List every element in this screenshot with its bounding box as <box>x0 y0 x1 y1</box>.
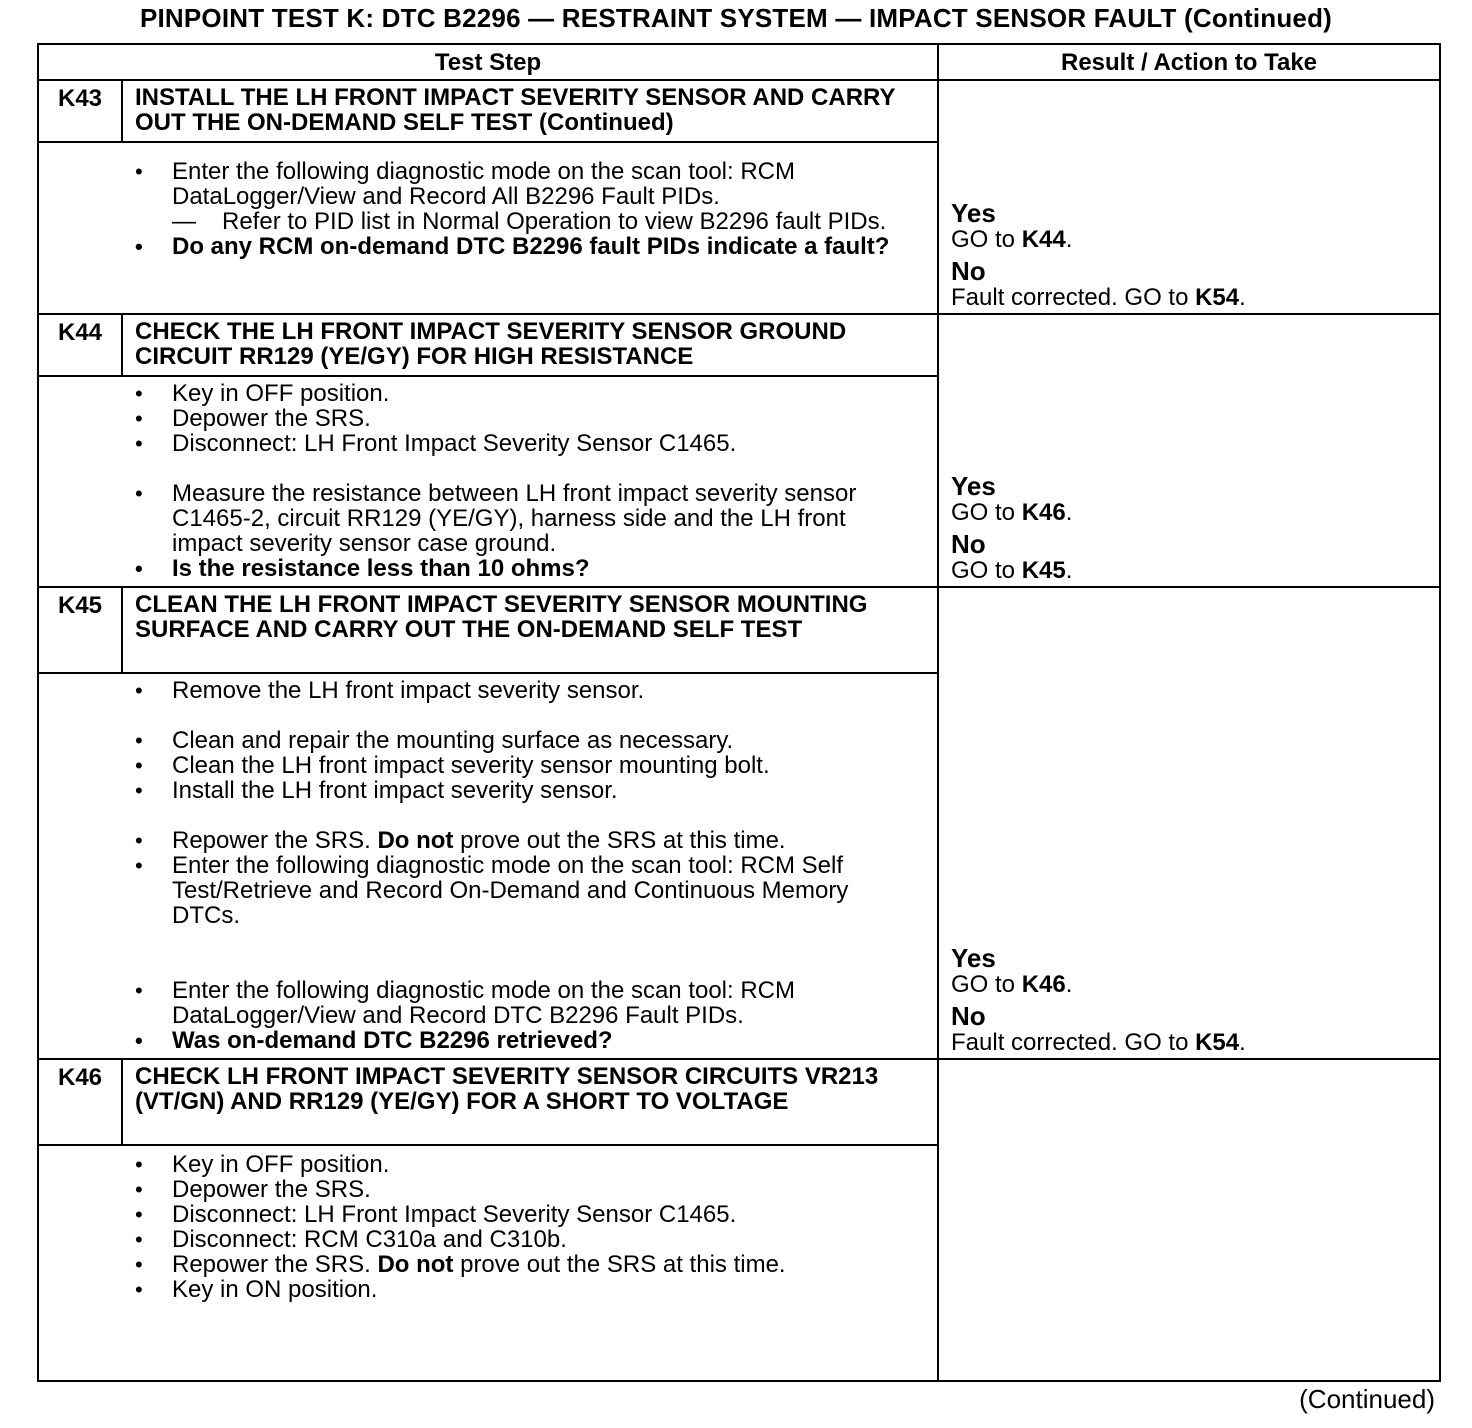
list-item: • Key in ON position. <box>135 1277 907 1302</box>
step-heading: CHECK THE LH FRONT IMPACT SEVERITY SENSOR GROUND CIRCUIT RR129 (YE/GY) FOR HIGH RESISTANCE <box>122 314 938 376</box>
step-result <box>938 587 1440 1059</box>
yes-label: Yes <box>951 943 996 973</box>
step-link-k54[interactable]: K54 <box>1195 284 1240 311</box>
sub-list-item: — Refer to PID list in Normal Operation to view B2296 fault PIDs. <box>172 209 907 234</box>
list-item: • Install the LH front impact severity sensor. <box>135 778 907 803</box>
step-number: K43 <box>38 80 122 142</box>
step-result <box>938 314 1440 587</box>
list-item: • Key in OFF position. <box>135 1152 907 1177</box>
page-title: PINPOINT TEST K: DTC B2296 — RESTRAINT SYSTEM — IMPACT SENSOR FAULT (Continued) <box>139 3 1333 33</box>
yes-action: GO to K44. <box>951 226 1073 253</box>
step-question: • Is the resistance less than 10 ohms? <box>135 556 907 581</box>
column-header-test-step: Test Step <box>38 44 938 80</box>
no-label: No <box>951 256 986 286</box>
no-label: No <box>951 1001 986 1031</box>
yes-action: GO to K46. <box>951 499 1073 526</box>
list-item: • Clean the LH front impact severity sensor mounting bolt. <box>135 753 907 778</box>
step-number: K46 <box>38 1059 122 1145</box>
step-instructions <box>38 142 938 314</box>
step-number: K45 <box>38 587 122 673</box>
list-item: • Depower the SRS. <box>135 406 907 431</box>
step-heading-row-k45 <box>38 587 1440 673</box>
step-heading-row-k44 <box>38 314 1440 376</box>
step-heading: INSTALL THE LH FRONT IMPACT SEVERITY SENSOR AND CARRY OUT THE ON-DEMAND SELF TEST (Continued) <box>122 80 938 142</box>
no-action: GO to K45. <box>951 557 1073 584</box>
step-heading-row-k43 <box>38 80 1440 142</box>
list-item: • Clean and repair the mounting surface as necessary. <box>135 728 907 753</box>
list-item: • Remove the LH front impact severity sensor. <box>135 678 907 703</box>
no-label: No <box>951 529 986 559</box>
step-link-k45[interactable]: K45 <box>1021 557 1066 584</box>
list-item: • Disconnect: LH Front Impact Severity Sensor C1465. <box>135 431 907 456</box>
step-link-k46[interactable]: K46 <box>1021 499 1066 526</box>
yes-label: Yes <box>951 471 996 501</box>
step-instructions <box>38 376 938 587</box>
step-heading: CHECK LH FRONT IMPACT SEVERITY SENSOR CIRCUITS VR213 (VT/GN) AND RR129 (YE/GY) FOR A SHORT TO VOLTAGE <box>122 1059 938 1145</box>
list-item: • Enter the following diagnostic mode on the scan tool: RCM DataLogger/View and Record DTC B2296 Fault PIDs. <box>135 978 907 1028</box>
list-item: • Enter the following diagnostic mode on the scan tool: RCM Self Test/Retrieve and Record On-Demand and Continuous Memory DTCs. <box>135 853 907 928</box>
list-item: • Disconnect: LH Front Impact Severity Sensor C1465. <box>135 1202 907 1227</box>
list-item: • Repower the SRS. Do not prove out the SRS at this time. <box>135 828 907 853</box>
step-instructions <box>38 673 938 1059</box>
column-header-result: Result / Action to Take <box>938 44 1440 80</box>
table-header-row <box>38 44 1440 80</box>
step-link-k54[interactable]: K54 <box>1195 1029 1240 1056</box>
step-number: K44 <box>38 314 122 376</box>
list-item: • Disconnect: RCM C310a and C310b. <box>135 1227 907 1252</box>
step-question: • Was on-demand DTC B2296 retrieved? <box>135 1028 907 1053</box>
list-item: • Enter the following diagnostic mode on the scan tool: RCM DataLogger/View and Record All B2296 Fault PIDs. — Refer to PID list in Normal Operation to view B2296 fault PIDs. <box>135 159 907 234</box>
step-result <box>938 80 1440 314</box>
list-item: • Repower the SRS. Do not prove out the SRS at this time. <box>135 1252 907 1277</box>
list-item: • Key in OFF position. <box>135 381 907 406</box>
yes-action: GO to K46. <box>951 971 1073 998</box>
step-result <box>938 1059 1440 1381</box>
pinpoint-test-table <box>37 43 1441 1382</box>
step-instructions <box>38 1145 938 1381</box>
list-item: • Depower the SRS. <box>135 1177 907 1202</box>
step-heading: CLEAN THE LH FRONT IMPACT SEVERITY SENSOR MOUNTING SURFACE AND CARRY OUT THE ON-DEMAND SELF TEST <box>122 587 938 673</box>
no-action: Fault corrected. GO to K54. <box>951 1029 1246 1056</box>
step-question: • Do any RCM on-demand DTC B2296 fault PIDs indicate a fault? <box>135 234 907 259</box>
continued-note: (Continued) <box>1299 1384 1435 1414</box>
step-link-k46[interactable]: K46 <box>1021 971 1066 998</box>
step-link-k44[interactable]: K44 <box>1021 226 1066 253</box>
list-item: • Measure the resistance between LH front impact severity sensor C1465-2, circuit RR129 (YE/GY), harness side and the LH front impact severity sensor case ground. <box>135 481 907 556</box>
yes-label: Yes <box>951 198 996 228</box>
no-action: Fault corrected. GO to K54. <box>951 284 1246 311</box>
step-heading-row-k46 <box>38 1059 1440 1145</box>
